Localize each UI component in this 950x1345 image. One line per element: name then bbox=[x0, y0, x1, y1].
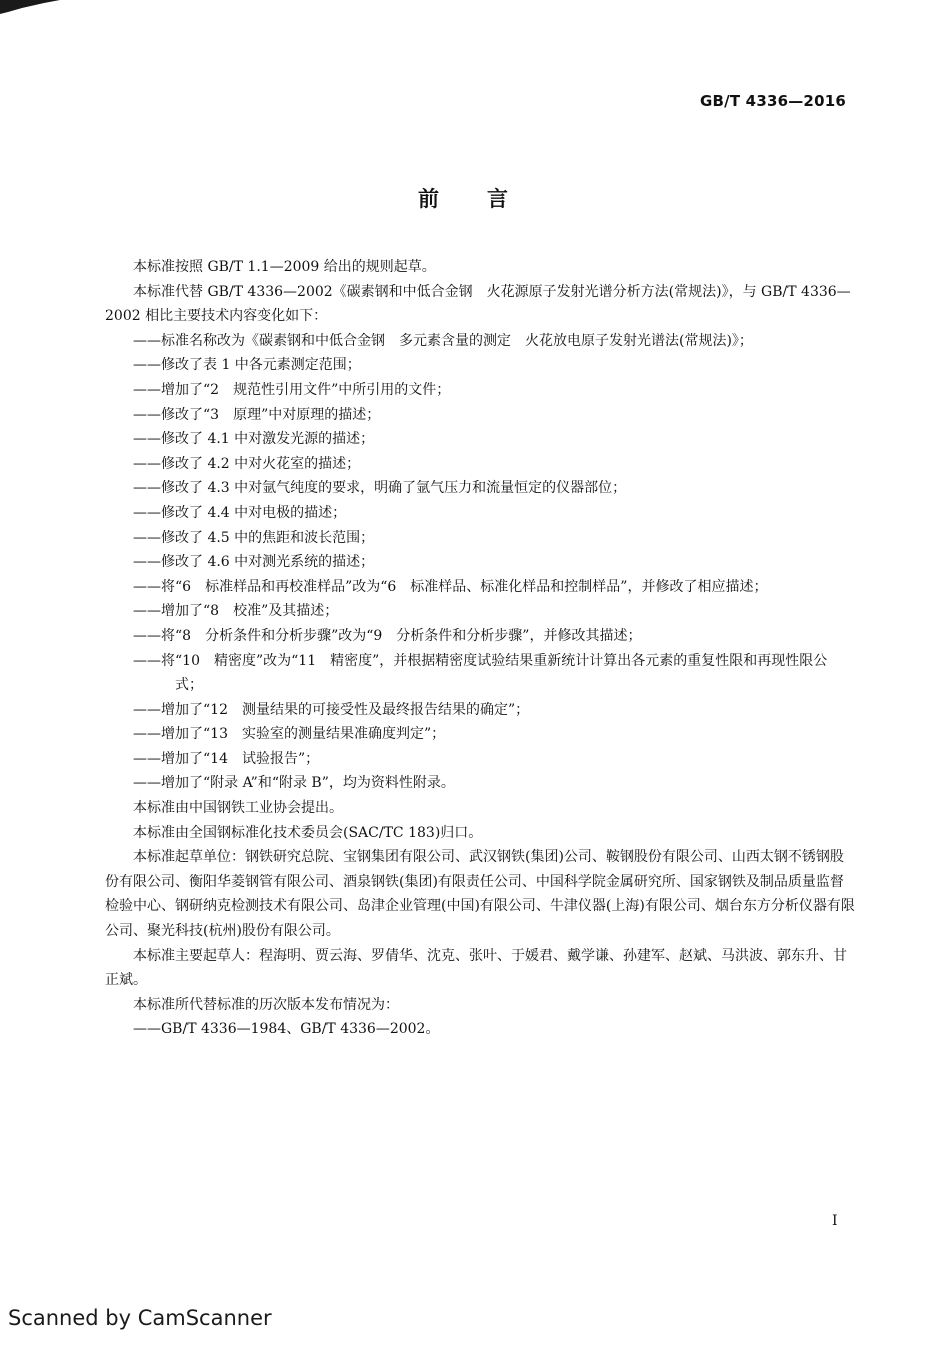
paragraph-replacement: 本标准代替 GB/T 4336—2002《碳素钢和中低合金钢 火花源原子发射光谱分析方法(常规法)》，与 GB/T 4336—2002 相比主要技术内容变化如下： bbox=[105, 283, 851, 325]
change-item: ——修改了 4.4 中对电极的描述； bbox=[133, 504, 347, 521]
change-list bbox=[105, 329, 855, 796]
change-item: ——增加了“2 规范性引用文件”中所引用的文件； bbox=[133, 381, 451, 398]
standard-code: GB/T 4336—2016 bbox=[700, 92, 846, 110]
paragraph-drafters: 本标准主要起草人：程海明、贾云海、罗倩华、沈克、张叶、于媛君、戴学谦、孙建军、赵斌、马洪波、郭东升、甘正斌。 bbox=[105, 947, 847, 989]
change-item: ——将“10 精密度”改为“11 精密度”，并根据精密度试验结果重新统计计算出各元素的重复性限和再现性限公式； bbox=[133, 652, 828, 694]
paragraph-drafting-units: 本标准起草单位：钢铁研究总院、宝钢集团有限公司、武汉钢铁(集团)公司、鞍钢股份有限公司、山西太钢不锈钢股份有限公司、衡阳华菱钢管有限公司、酒泉钢铁(集团)有限责任公司、中国科学院金属研究所、国家钢铁及制品质量监督检验中心、钢研纳克检测技术有限公司、岛津企业管理(中国)有限公司、牛津仪器(上海)有限公司、烟台东方分析仪器有限公司、聚光科技(杭州)股份有限公司。 bbox=[105, 849, 855, 940]
paragraph-committee: 本标准由全国钢标准化技术委员会(SAC/TC 183)归口。 bbox=[133, 824, 483, 841]
page-title: 前言 bbox=[418, 187, 556, 211]
change-item: ——修改了 4.1 中对激发光源的描述； bbox=[133, 431, 375, 448]
page-number: I bbox=[832, 1213, 838, 1229]
change-item: ——增加了“附录 A”和“附录 B”，均为资料性附录。 bbox=[133, 775, 455, 792]
change-item: ——将“8 分析条件和分析步骤”改为“9 分析条件和分析步骤”，并修改其描述； bbox=[133, 627, 642, 644]
change-item: ——增加了“12 测量结果的可接受性及最终报告结果的确定”； bbox=[133, 701, 530, 718]
change-item: ——修改了“3 原理”中对原理的描述； bbox=[133, 406, 381, 423]
change-item: ——增加了“14 试验报告”； bbox=[133, 750, 320, 767]
change-item: ——修改了 4.2 中对火花室的描述； bbox=[133, 455, 361, 472]
paragraph-history-intro: 本标准所代替标准的历次版本发布情况为： bbox=[133, 996, 399, 1013]
change-item: ——修改了表 1 中各元素测定范围； bbox=[133, 357, 361, 374]
paragraph-drafting-rules: 本标准按照 GB/T 1.1—2009 给出的规则起草。 bbox=[133, 259, 436, 275]
change-item: ——修改了 4.6 中对测光系统的描述； bbox=[133, 554, 375, 571]
scan-corner-artifact bbox=[0, 0, 60, 22]
scanner-watermark: Scanned by CamScanner bbox=[8, 1306, 272, 1330]
change-item: ——增加了“8 校准”及其描述； bbox=[133, 603, 339, 620]
foreword-body bbox=[105, 255, 855, 1042]
paragraph-history-versions: ——GB/T 4336—1984、GB/T 4336—2002。 bbox=[133, 1021, 440, 1038]
change-item: ——将“6 标准样品和再校准样品”改为“6 标准样品、标准化样品和控制样品”，并修改了相应描述； bbox=[133, 578, 768, 595]
paragraph-proposer: 本标准由中国钢铁工业协会提出。 bbox=[133, 800, 343, 817]
change-item: ——修改了 4.3 中对氩气纯度的要求，明确了氩气压力和流量恒定的仪器部位； bbox=[133, 480, 627, 497]
change-item: ——增加了“13 实验室的测量结果准确度判定”； bbox=[133, 726, 446, 743]
change-item: ——修改了 4.5 中的焦距和波长范围； bbox=[133, 529, 375, 546]
change-item: ——标准名称改为《碳素钢和中低合金钢 多元素含量的测定 火花放电原子发射光谱法(常规法)》； bbox=[133, 332, 753, 349]
